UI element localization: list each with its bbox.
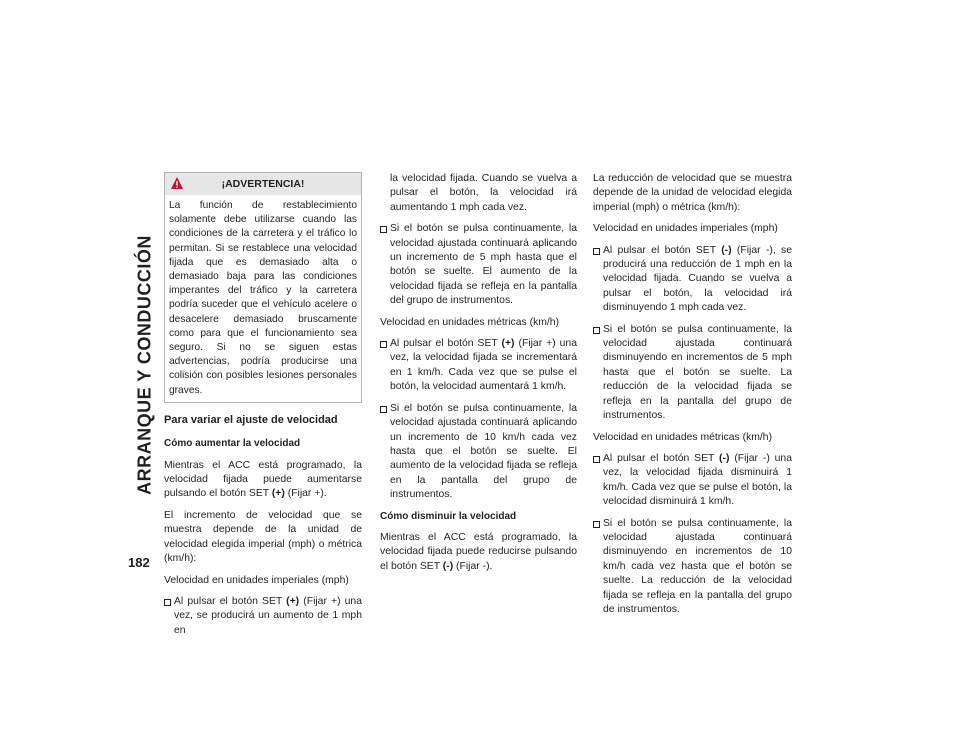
list-item: Si el botón se pulsa continuamente, la velocidad ajustada continuará disminuyendo en incrementos de 10 km/h cada vez hasta que el botón se suelte. La reducción de la velocidad fijada se refleja en la pantalla del grupo de instrumentos. [593, 517, 792, 618]
list-item: Si el botón se pulsa continuamente, la velocidad ajustada continuará aplicando un incremento de 10 km/h cada vez hasta que el botón se suelte. El aumento de la velocidad fijada se refleja en la pantalla del grupo de instrumentos. [380, 402, 577, 503]
increase-imperial-list-2 [380, 222, 577, 308]
warning-header [165, 173, 361, 195]
bullet-icon [380, 226, 387, 233]
bullet-icon [593, 521, 600, 528]
decrease-imperial-label: Velocidad en unidades imperiales (mph) [593, 223, 778, 235]
bullet-icon [380, 406, 387, 413]
section-title: Para variar el ajuste de velocidad [164, 413, 338, 426]
decrease-metric-list [593, 452, 792, 617]
decrease-imperial-list [593, 244, 792, 424]
warning-title: ¡ADVERTENCIA! [221, 178, 305, 190]
list-item: Al pulsar el botón SET (+) (Fijar +) una vez, se producirá un aumento de 1 mph en [164, 595, 362, 638]
increase-imperial-b1-continued: la velocidad fijada. Cuando se vuelva a pulsar el botón, la velocidad irá aumentando 1 mph cada vez. [390, 173, 577, 213]
decrease-heading: Cómo disminuir la velocidad [380, 510, 517, 522]
increase-paragraph-2: El incremento de velocidad que se muestra depende de la unidad de velocidad elegida imperial (mph) o métrica (km/h): [164, 509, 362, 565]
column-1 [164, 172, 362, 645]
increase-imperial-list [164, 595, 362, 638]
warning-triangle-icon [170, 176, 184, 190]
list-item: Al pulsar el botón SET (-) (Fijar -) una vez, la velocidad fijada disminuirá 1 km/h. Cada vez que se pulse el botón, la velocidad disminuirá 1 km/h. [593, 452, 792, 510]
increase-metric-label: Velocidad en unidades métricas (km/h) [380, 316, 560, 328]
page-number: 182 [128, 555, 150, 570]
increase-metric-list [380, 337, 577, 502]
chapter-tab-label: ARRANQUE Y CONDUCCIÓN [134, 235, 155, 495]
bullet-icon [593, 248, 600, 255]
warning-body: La función de restablecimiento solamente debe utilizarse cuando las condiciones de la carretera y el tráfico lo permitan. Si se restablece una velocidad fijada que es demasiado alta o demasiado baja para las condiciones imperantes del tráfico y la carretera podría suceder que el vehículo acelere o desacelere demasiado bruscamente como para que el funcionamiento sea seguro. Si no se siguen estas advertencias, podría producirse una colisión con posibles lesiones personales graves. [169, 200, 357, 396]
bullet-icon [593, 456, 600, 463]
continues-next-column: (Fijar +) una vez, se producirá un aumento de 1 mph en [174, 595, 362, 636]
list-item: Si el botón se pulsa continuamente, la velocidad ajustada continuará disminuyendo en incrementos de 5 mph hasta que el botón se suelte. La reducción de la velocidad fijada se refleja en la pantalla del grupo de instrumentos. [593, 323, 792, 424]
increase-heading: Cómo aumentar la velocidad [164, 438, 301, 450]
decrease-paragraph-1: Mientras el ACC está programado, la velocidad fijada puede reducirse pulsando el botón SET (-) (Fijar -). [380, 531, 577, 572]
column-2 [380, 172, 577, 581]
list-item: Al pulsar el botón SET (+) (Fijar +) una vez, la velocidad fijada se incrementará en 1 km/h. Cada vez que se pulse el botón, la velocidad aumentará 1 km/h. [380, 337, 577, 395]
bullet-icon [380, 341, 387, 348]
list-item: Al pulsar el botón SET (-) (Fijar -), se producirá una reducción de 1 mph en la velocidad fijada. Cuando se vuelva a pulsar el botón, la velocidad irá disminuyendo 1 mph cada vez. [593, 244, 792, 316]
bullet-icon [593, 327, 600, 334]
bullet-icon [164, 599, 171, 606]
column-3 [593, 172, 792, 624]
decrease-metric-label: Velocidad en unidades métricas (km/h) [593, 431, 773, 443]
list-item: Si el botón se pulsa continuamente, la velocidad ajustada continuará aplicando un incremento de 5 mph hasta que el botón se suelte. El aumento de la velocidad fijada se refleja en la pantalla del grupo de instrumentos. [380, 222, 577, 308]
increase-paragraph-1: Mientras el ACC está programado, la velocidad fijada puede aumentarse pulsando el botón SET (+) (Fijar +). [164, 459, 362, 500]
decrease-paragraph-2: La reducción de velocidad que se muestra depende de la unidad de velocidad elegida imperial (mph) o métrica (km/h): [593, 173, 792, 213]
increase-imperial-label: Velocidad en unidades imperiales (mph) [164, 574, 349, 586]
warning-box [164, 172, 362, 403]
